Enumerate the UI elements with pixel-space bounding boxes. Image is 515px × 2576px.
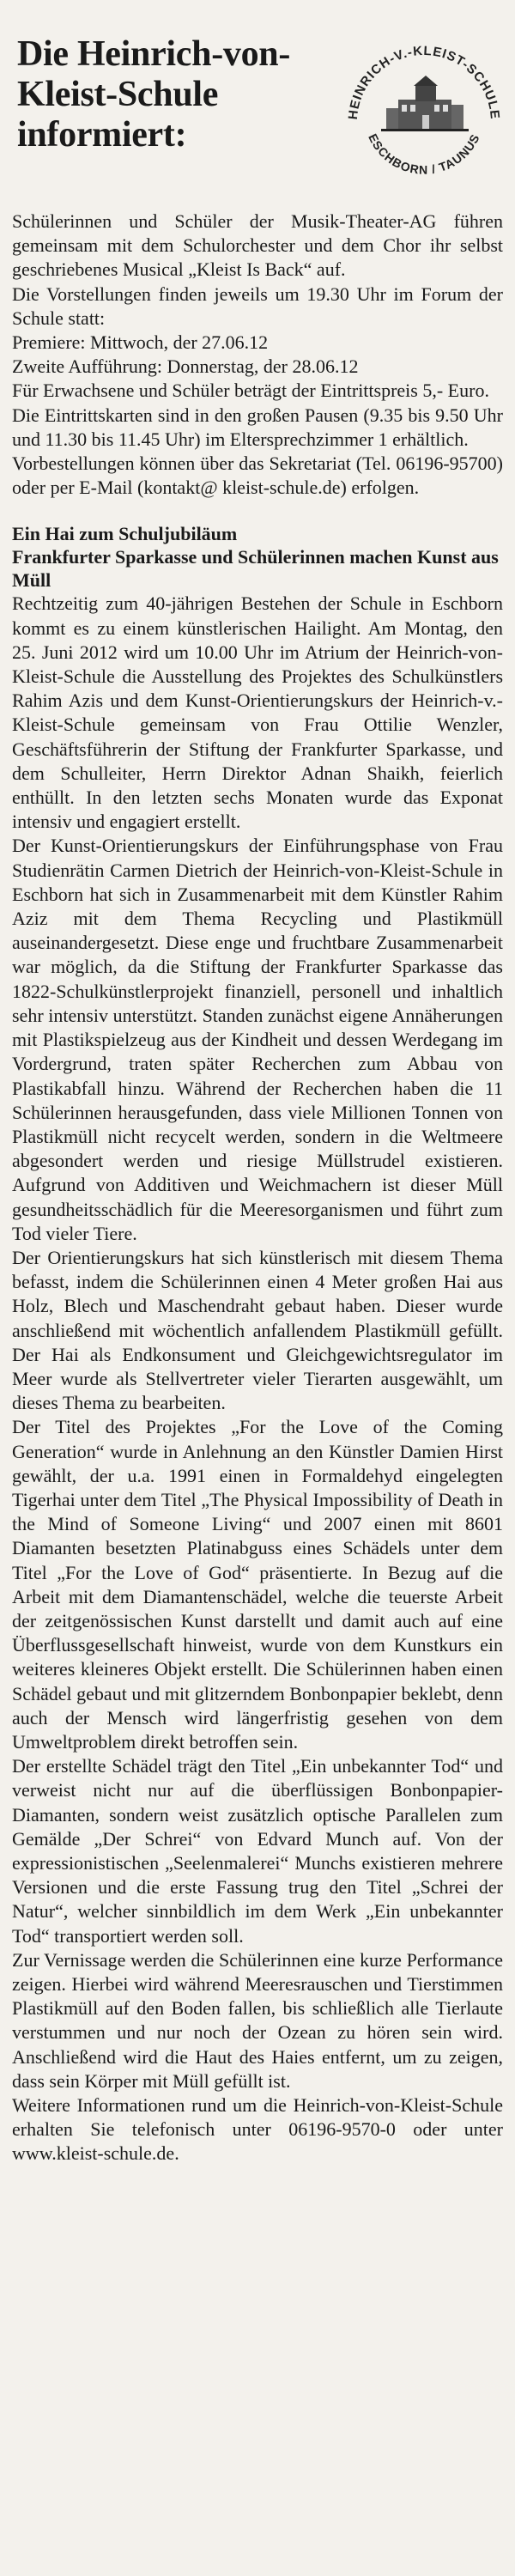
- musical-announcement: [12, 210, 503, 500]
- logo-arc-bottom: ESCHBORN / TAUNUS: [366, 131, 482, 177]
- article-heading-line: Ein Hai zum Schuljubiläum: [12, 523, 238, 545]
- headline-line: Die Heinrich-von-: [17, 34, 291, 74]
- article-paragraph: Der Titel des Projektes „For the Love of the Coming Generation“ wurde in Anlehnung an den Künstler Damien Hirst gewählt, der u.a. 1991 einen in Formaldehyd eingelegten Tigerhai unter dem Titel „The Physical Impossibility of Death in the Mind of Someone Living“ und 2007 einen mit 8601 Diamanten besetzten Platinabguss eines Schädels unter dem Titel „For the Love of God“ präsentierte. In Bezug auf die Arbeit mit dem Diamantenschädel, welche die teuerste Arbeit der zeitgenössischen Kunst darstellt und damit auch auf eine Überflussgesellschaft hinweist, wurde von dem Kunstkurs ein weiteres kleineres Objekt erstellt. Die Schülerinnen haben einen Schädel gebaut und mit glitzerndem Bonbonpapier beklebt, denn auch der Mensch wird längerfristig gesehen von dem Umweltproblem direkt betroffen sein.: [12, 1416, 503, 1753]
- article-body: [12, 592, 503, 2166]
- svg-text:ESCHBORN / TAUNUS: [366, 131, 482, 177]
- intro-paragraph: Die Eintrittskarten sind in den großen Pausen (9.35 bis 9.50 Uhr und 11.30 bis 11.45 Uhr) im Eltersprechzimmer 1 erhältlich.: [12, 404, 503, 450]
- article-heading: [12, 522, 503, 592]
- article-header: [12, 34, 503, 206]
- intro-paragraph: Premiere: Mittwoch, der 27.06.12: [12, 331, 269, 354]
- article-paragraph: Der erstellte Schädel trägt den Titel „Ein unbekannter Tod“ und verweist nicht nur auf die überflüssigen Bonbonpapier-Diamanten, sondern weist zusätzlich optische Parallelen zum Gemälde „Der Schrei“ von Edvard Munch auf. Von der expressionistischen „Seelenmalerei“ Munchs existieren mehrere Versionen und die erste Fassung trug den Titel „Schrei der Natur“, welcher sinnbildlich im dem Werk „Ein unbekannter Tod“ transportiert werden soll.: [12, 1755, 503, 1947]
- intro-paragraph: Vorbestellungen können über das Sekretariat (Tel. 06196-95700) oder per E-Mail (kontakt@ kleist-schule.de) erfolgen.: [12, 453, 503, 499]
- headline-line: informiert:: [17, 115, 187, 155]
- article-paragraph: Weitere Informationen rund um die Heinrich-von-Kleist-Schule erhalten Sie telefonisch unter 06196-9570-0 oder unter www.kleist-schule.de.: [12, 2094, 503, 2165]
- intro-paragraph: Die Vorstellungen finden jeweils um 19.30 Uhr im Forum der Schule statt:: [12, 283, 503, 329]
- headline-line: Kleist-Schule: [17, 75, 219, 114]
- article-paragraph: Rechtzeitig zum 40-jährigen Bestehen der Schule in Eschborn kommt es zu einem künstlerischen Hailight. Am Montag, den 25. Juni 2012 wird um 10.00 Uhr im Atrium der Heinrich-von-Kleist-Schule die Ausstellung des Projektes des Schulkünstlers Rahim Azis und dem Kunst-Orientierungskurs der Heinrich-v.-Kleist-Schule gemeinsam von Frau Ottilie Wenzler, Geschäftsführerin der Stiftung der Frankfurter Sparkasse, und dem Schulleiter, Herrn Direktor Adnan Shaikh, feierlich enthüllt. In den letzten sechs Monaten wurde das Exponat intensiv und engagiert erstellt.: [12, 592, 503, 833]
- article-paragraph: Der Kunst-Orientierungskurs der Einführungsphase von Frau Studienrätin Carmen Dietrich der Heinrich-von-Kleist-Schule in Eschborn hat sich in Zusammenarbeit mit dem Künstler Rahim Aziz mit dem Thema Recycling und Plastikmüll auseinandergesetzt. Diese enge und fruchtbare Zusammenarbeit war möglich, da die Stiftung der Frankfurter Sparkasse das 1822-Schulkünstlerprojekt finanziell, personell und inhaltlich sehr intensiv unterstützt. Standen zunächst eigene Annäherungen mit Plastikspielzeug aus der Kindheit und dessen Werdegang im Vordergrund, traten später Recherchen zum Abbau von Plastikabfall hinzu. Während der Recherchen haben die 11 Schülerinnen herausgefunden, dass viele Millionen Tonnen von Plastikmüll nicht recycelt werden, sondern in die Weltmeere abgesondert werden und riesige Müllstrudel existieren. Aufgrund von Additiven und Weichmachern ist dieser Müll gesundheitsschädlich für die Meeresorganismen und führt zum Tod vieler Tiere.: [12, 835, 503, 1244]
- article-paragraph: Zur Vernissage werden die Schülerinnen eine kurze Performance zeigen. Hierbei wird während Meeresrauschen und Tierstimmen Plastikmüll auf den Boden fallen, bis schließlich alle Tierlaute verstummen und nur noch der Ozean zu hören sein wird. Anschließend wird die Haut des Haies entfernt, um zu zeigen, dass sein Körper mit Müll gefüllt ist.: [12, 1948, 503, 2092]
- article-heading-line: Frankfurter Sparkasse und Schülerinnen machen Kunst aus Müll: [12, 546, 499, 592]
- school-seal-icon: [338, 33, 510, 204]
- school-building-icon: [381, 76, 469, 131]
- intro-paragraph: Für Erwachsene und Schüler beträgt der Eintrittspreis 5,- Euro.: [12, 380, 489, 402]
- article-paragraph: Der Orientierungskurs hat sich künstlerisch mit diesem Thema befasst, indem die Schülerinnen einen 4 Meter großen Hai aus Holz, Blech und Maschendraht gebaut haben. Dieser wurde anschließend mit wöchentlich anfallendem Plastikmüll gefüllt. Der Hai als Endkonsument und Gleichgewichtsregulator im Meer wurde als Stellvertreter vieler Tierarten ausgewählt, um dieses Thema zu bearbeiten.: [12, 1246, 503, 1414]
- logo-arc-top: HEINRICH-V.-KLEIST-SCHULE: [345, 43, 503, 121]
- intro-paragraph: Zweite Aufführung: Donnerstag, der 28.06.12: [12, 355, 359, 378]
- article-column: [12, 34, 503, 2166]
- intro-paragraph: Schülerinnen und Schüler der Musik-Theater-AG führen gemeinsam mit dem Schulorchester und dem Chor ihr selbst geschriebenes Musical „Kleist Is Back“ auf.: [12, 210, 503, 281]
- school-logo: [338, 33, 510, 204]
- page-title: [17, 34, 318, 155]
